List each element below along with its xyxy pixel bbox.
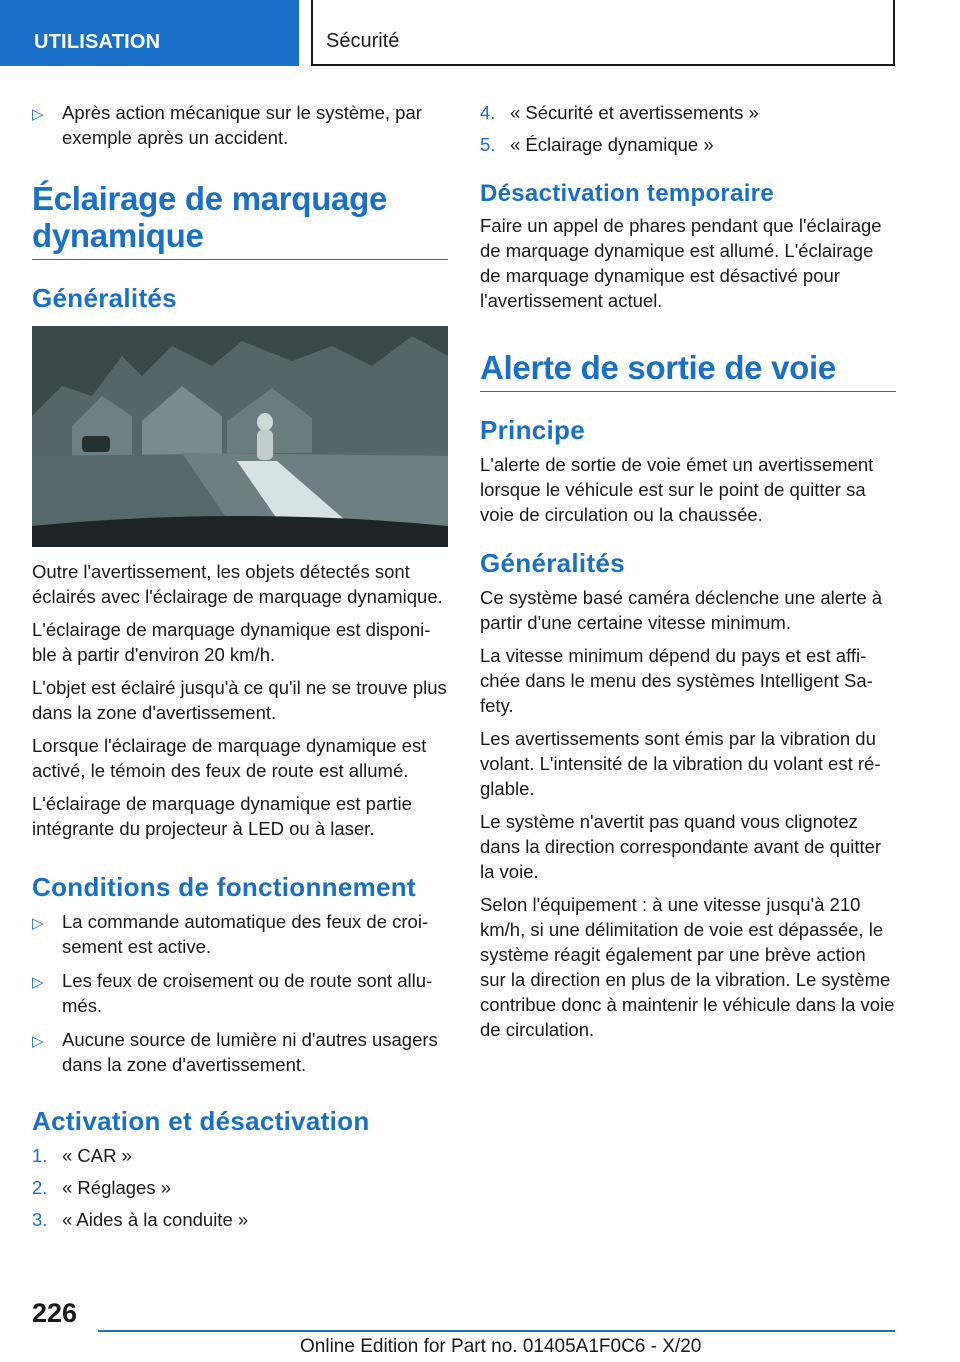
heading-activation: Activation et désactivation: [32, 1106, 370, 1136]
header-chapter-label: Sécurité: [326, 30, 400, 52]
condition-text: Les feux de croisement ou de route sont allumés.: [62, 970, 433, 1016]
step-text: « CAR »: [62, 1145, 132, 1166]
step-number: 2.: [32, 1177, 48, 1198]
activation-step: [480, 132, 896, 157]
step-number: 1.: [32, 1145, 48, 1166]
condition-bullet: [32, 909, 448, 959]
triangle-bullet-icon: ▷: [32, 1033, 44, 1050]
heading-conditions: Conditions de fonctionnement: [32, 872, 416, 902]
night-road-illustration: [32, 326, 448, 547]
condition-text: Aucune source de lumière ni d'autres usagers dans la zone d'avertissement.: [62, 1029, 438, 1075]
triangle-bullet-icon: ▷: [32, 974, 44, 991]
heading-generalites-right: Généralités: [480, 548, 625, 578]
activation-step: [480, 100, 896, 125]
header-chapter-box: [311, 0, 895, 66]
generalites-paragraph: L'éclairage de marquage dynamique est partie intégrante du projecteur à LED ou à laser.: [32, 793, 412, 839]
intro-bullet: [32, 100, 448, 150]
generalites-paragraph: Les avertissements sont émis par la vibration du volant. L'intensité de la vibration du volant est réglable.: [480, 728, 881, 799]
footer-divider: [98, 1330, 895, 1332]
generalites-paragraph: L'objet est éclairé jusqu'à ce qu'il ne se trouve plus dans la zone d'avertissement.: [32, 677, 447, 723]
section-title-dynamic-marking: Éclairage de marquage dynamique: [32, 180, 448, 260]
generalites-paragraph: Le système n'avertit pas quand vous clignotez dans la direction correspondante avant de quitter la voie.: [480, 811, 882, 882]
left-column: [32, 100, 448, 1239]
edition-text: Online Edition for Part no. 01405A1F0C6 - X/20: [300, 1336, 702, 1357]
condition-bullet: [32, 968, 448, 1018]
principe-paragraph: L'alerte de sortie de voie émet un avertissement lorsque le véhicule est sur le point de quitter sa voie de circulation ou la chaussée.: [480, 454, 874, 525]
generalites-paragraph: Ce système basé caméra déclenche une alerte à partir d'une certaine vitesse minimum.: [480, 587, 883, 633]
step-text: « Sécurité et avertissements »: [510, 102, 759, 123]
condition-bullet: [32, 1027, 448, 1077]
heading-desactivation: Désactivation temporaire: [480, 180, 774, 207]
intro-bullet-text: Après action mécanique sur le système, par exemple après un accident.: [62, 102, 422, 148]
generalites-paragraph: La vitesse minimum dépend du pays et est affichée dans le menu des systèmes Intelligent Safety.: [480, 645, 873, 716]
desactivation-paragraph: Faire un appel de phares pendant que l'éclairage de marquage dynamique est allumé. L'éclairage de marquage dynamique est désactivé pour l'avertissement actuel.: [480, 215, 882, 311]
activation-step: [32, 1143, 448, 1168]
header-section-tab: [0, 0, 299, 66]
generalites-paragraph: Selon l'équipement : à une vitesse jusqu'à 210 km/h, si une délimitation de voie est dépassée, le système réagit également par une brève action sur la direction en plus de la vibration. Le système contribue donc à maintenir le véhicule dans la voie de circulation.: [480, 894, 895, 1040]
right-column: [480, 100, 896, 1050]
generalites-paragraph: Lorsque l'éclairage de marquage dynamique est activé, le témoin des feux de route est allumé.: [32, 735, 427, 781]
step-number: 5.: [480, 134, 496, 155]
heading-generalites-left: Généralités: [32, 283, 177, 313]
step-number: 3.: [32, 1209, 48, 1230]
step-number: 4.: [480, 102, 496, 123]
generalites-paragraph: Outre l'avertissement, les objets détectés sont éclairés avec l'éclairage de marquage dynamique.: [32, 561, 443, 607]
activation-step: [32, 1175, 448, 1200]
generalites-paragraph: L'éclairage de marquage dynamique est disponible à partir d'environ 20 km/h.: [32, 619, 431, 665]
step-text: « Éclairage dynamique »: [510, 134, 714, 155]
activation-step: [32, 1207, 448, 1232]
step-text: « Réglages »: [62, 1177, 172, 1198]
section-title-lane-departure: Alerte de sortie de voie: [480, 349, 896, 392]
triangle-bullet-icon: ▷: [32, 106, 44, 123]
step-text: « Aides à la conduite »: [62, 1209, 249, 1230]
header-section-label: UTILISATION: [34, 31, 161, 53]
condition-text: La commande automatique des feux de croisement est active.: [62, 911, 429, 957]
heading-principe: Principe: [480, 415, 585, 445]
triangle-bullet-icon: ▷: [32, 915, 44, 932]
page-number: 226: [32, 1298, 78, 1328]
